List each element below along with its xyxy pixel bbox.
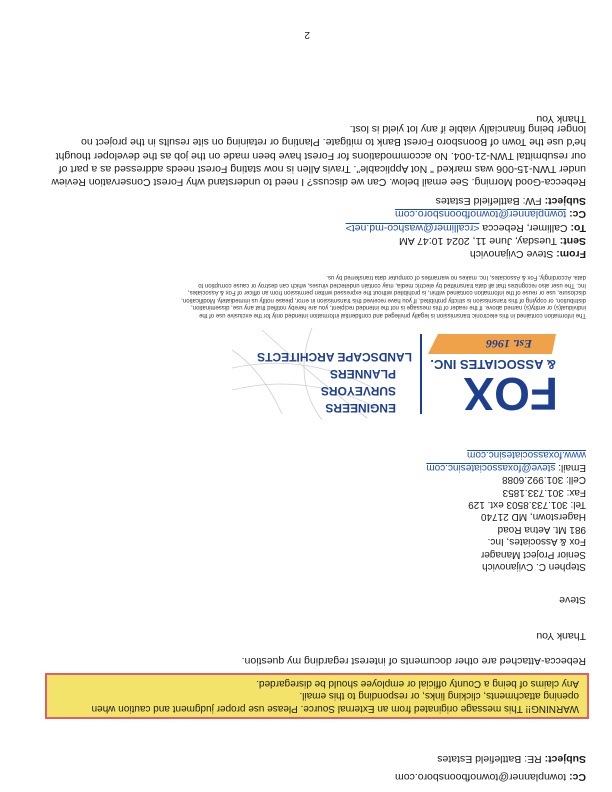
forwarded-from	[346, 247, 586, 260]
logo-service: PLANNERS	[329, 367, 396, 381]
cc-label: Cc:	[569, 208, 586, 221]
body-line: longer being financially viable if any lot yield is lost.	[349, 123, 586, 136]
signature-email-row	[426, 460, 586, 472]
subject-value: RE: Battlefield Estates	[437, 753, 542, 765]
logo-company-name: & ASSOCIATES INC.	[430, 357, 556, 372]
sent-value: Tuesday, June 11, 2024 10:47 AM	[399, 234, 558, 247]
subject-label: Subject:	[544, 753, 586, 765]
email-label: Email:	[558, 461, 586, 473]
logo-established: Est. 1966	[485, 337, 532, 351]
attached-docs-line: Rebecca-Attached are other documents of interest regarding my question.	[241, 655, 586, 667]
body-line: under TWN-15-006 was marked " Not Applicable". Travis Allen is now stating Forest needs addressed as a part of	[58, 162, 586, 175]
header-cc	[395, 770, 586, 783]
body-line: our resubmittal TWN-21-004. No accommodations for Forest have been made on the job as the developer thought	[55, 149, 586, 162]
cc-label: Cc:	[569, 771, 586, 783]
page-number: 2	[304, 29, 310, 40]
header-subject	[437, 752, 586, 765]
disclaimer-line: data. Accordingly, Fox & Associates, Inc. makes no warranties of computer data transferred by us.	[326, 274, 586, 281]
forwarded-to	[346, 220, 586, 233]
thanks-line: Thank You	[536, 630, 586, 642]
forwarded-subject	[346, 194, 586, 207]
to-email-link[interactable]: <rcallimer@washco-md.net>	[345, 221, 480, 234]
external-warning-banner	[45, 673, 589, 719]
logo-wordmark: FOX	[463, 368, 558, 420]
signature-line: Stephen C. Cvijanovich	[482, 561, 586, 572]
forwarded-header	[346, 194, 586, 260]
warning-line: WARNING!! This message originated from an External Source. Please use proper judgment and caution when	[91, 703, 579, 714]
sent-label: Sent:	[559, 234, 586, 247]
disclaimer-line: individual(s) or entity(s) named above. If the reader of this message is not the intended recipient, you are hereby notified that any use, dissemination,	[191, 304, 586, 311]
disclaimer-line: The information contained in this electronic transmission is legally privileged and confidential information intended only for the exclusive use of the	[199, 312, 586, 318]
disclaimer-line: Inc. The user also recognizes that all data transmitted by electric media, may contain undetected viruses, which can destroy or cause corruption to	[198, 281, 586, 288]
fox-associates-logo	[232, 328, 562, 420]
confidentiality-disclaimer	[26, 272, 586, 318]
forwarded-sent	[346, 234, 586, 247]
email-signature	[426, 448, 586, 572]
sender-first-name: Steve	[559, 594, 586, 606]
cc-email-link[interactable]: townplanner@townofboonsboro.com	[394, 208, 567, 221]
subject-label: Subject:	[544, 195, 586, 208]
disclaimer-line: disclosure, use or reuse of the information contained within, is prohibited without the expressed written permission from an officer of Fox & Associates,	[187, 289, 586, 296]
subject-value: FW: Battlefield Estates	[435, 195, 542, 208]
signature-line: Cell: 301.992.6088	[502, 474, 586, 486]
to-value: Callimer, Rebecca	[479, 221, 568, 234]
signature-line: Hagerstown, MD 21740	[480, 511, 586, 523]
signature-line: Senior Project Manager	[480, 548, 586, 560]
body-line: Rebecca-Good Morning. See email below. Can we discuss? I need to understand why Forest Conservation Review	[51, 176, 586, 188]
logo-service: LANDSCAPE ARCHITECTS	[257, 350, 412, 364]
signature-email-link[interactable]: steve@foxassociatesinc.com	[426, 461, 556, 473]
body-line: he'd use the Town of Boonsboro Forest Bank to mitigate. Planting or retaining on site results in the project no	[81, 136, 586, 149]
signature-line: Fox & Associates, Inc.	[487, 536, 586, 548]
warning-line: opening attachments, clicking links, or responding to this email.	[299, 690, 579, 702]
signature-line: 981 Mt. Aetna Road	[497, 523, 586, 535]
to-label: To:	[570, 221, 586, 234]
cc-value: townplanner@townofboonsboro.com	[394, 771, 567, 783]
signature-line: Tel: 301.733.8503 ext. 129	[468, 498, 586, 510]
logo-service: SURVEYORS	[320, 384, 396, 398]
from-label: From:	[556, 248, 586, 260]
closing-thanks: Thank You	[536, 113, 586, 125]
from-value: Steve Cvijanovich	[469, 248, 554, 260]
website-link[interactable]: www.foxassociatesinc.com	[467, 449, 586, 461]
logo-divider	[420, 334, 422, 414]
warning-line: Any claims of being a County official or employee should be disregarded.	[256, 678, 579, 689]
forwarded-cc	[346, 207, 586, 220]
logo-service: ENGINEERS	[325, 401, 396, 415]
signature-line: Fax: 301.733.1853	[502, 486, 586, 498]
disclaimer-line: distribution, or copying of this transmission is strictly prohibited. If you have received this transmission in error, please notify us immediately. Modification,	[181, 296, 586, 303]
email-body	[51, 122, 586, 188]
